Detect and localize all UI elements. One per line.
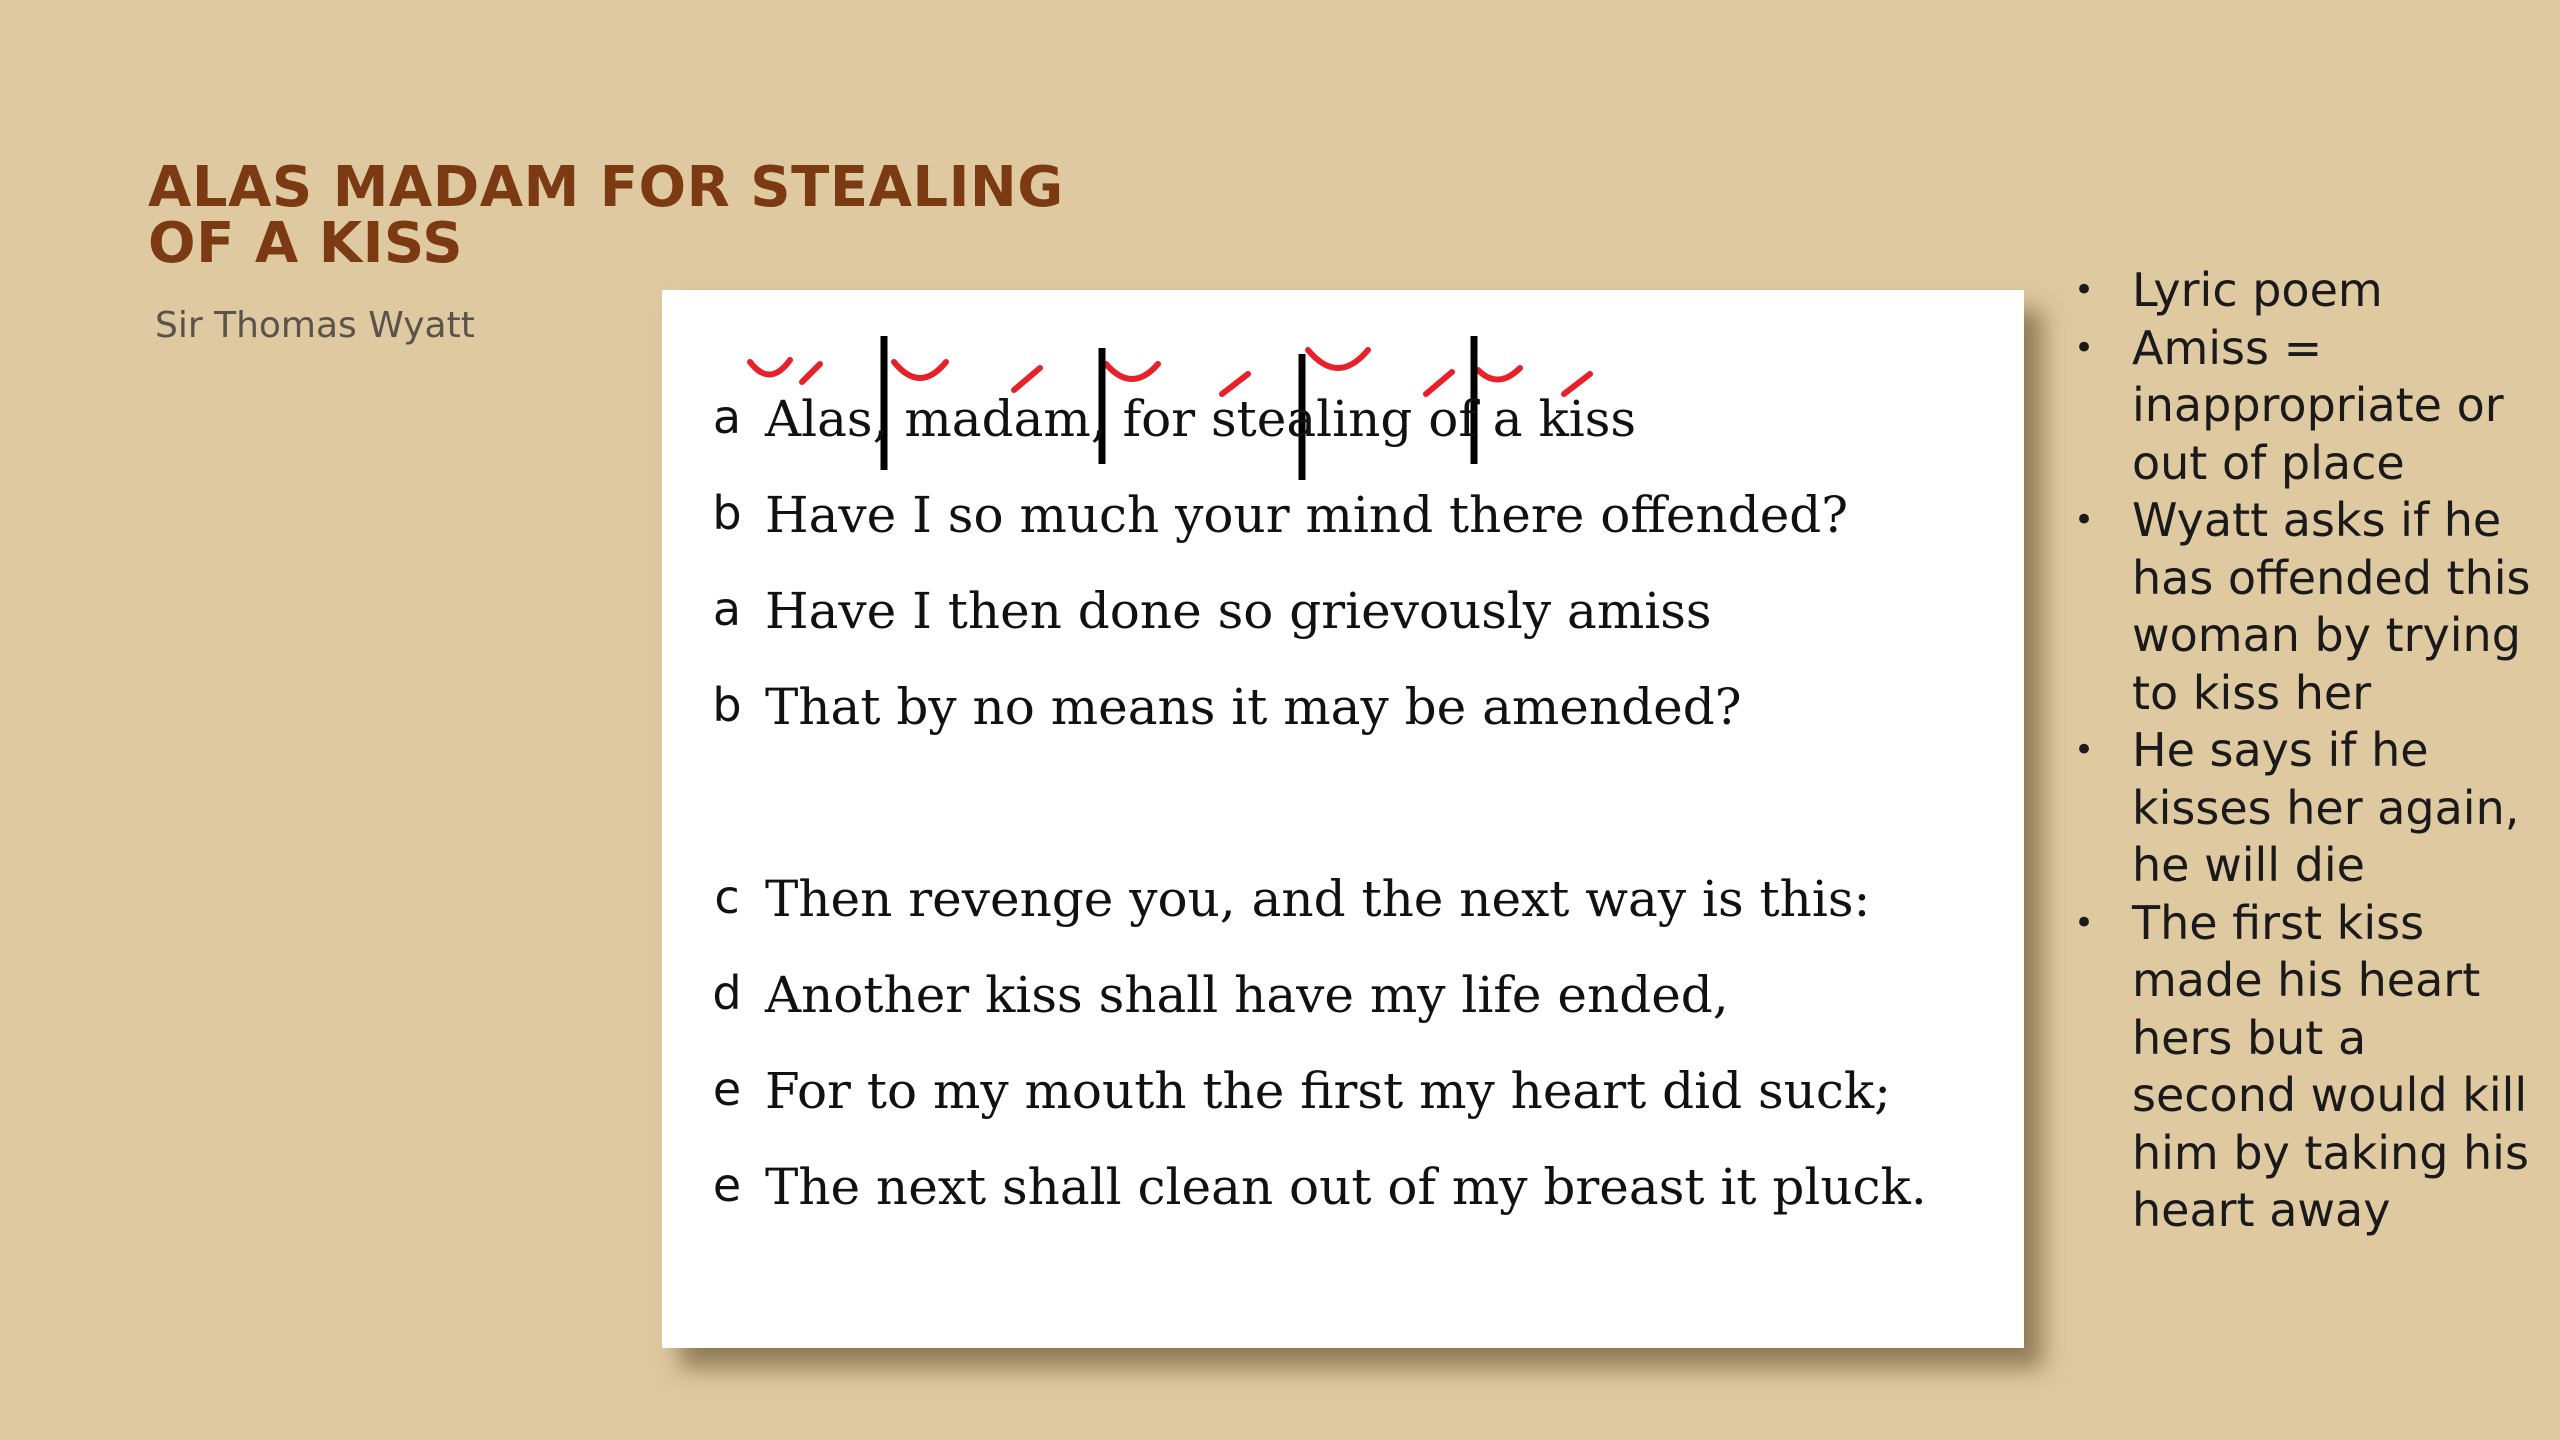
poem-line: [662, 678, 2024, 758]
slide-title: ALAS MADAM FOR STEALING OF A KISS: [148, 155, 1064, 276]
verse-text: Have I so much your mind there offended?: [765, 486, 1849, 544]
notes-item-text: Wyatt asks if he has offended this woman by trying to kiss her: [2132, 493, 2531, 720]
poem-line: [662, 1158, 2024, 1238]
breve-mark: [1106, 364, 1158, 379]
poem-line: [662, 1062, 2024, 1142]
notes-item-text: Lyric poem: [2132, 263, 2383, 317]
verse-text: Alas, madam, for stealing of a kiss: [765, 390, 1637, 448]
rhyme-letter: c: [714, 870, 740, 924]
verse-text: That by no means it may be amended?: [765, 678, 1742, 736]
breve-mark: [894, 362, 946, 378]
notes-item: [2068, 722, 2538, 895]
verse-text: For to my mouth the first my heart did suck;: [765, 1062, 1892, 1120]
notes-item-text: The first kiss made his heart hers but a second would kill him by taking his heart away: [2132, 895, 2529, 1237]
verse-text: Another kiss shall have my life ended,: [765, 966, 1729, 1024]
bullet-icon: •: [2074, 327, 2095, 368]
bullet-icon: •: [2074, 500, 2095, 540]
notes-item-text: He says if he kisses her again, he will die: [2132, 723, 2520, 892]
breve-mark: [1478, 368, 1520, 380]
poem-line: [662, 486, 2024, 566]
notes-list: [2068, 262, 2538, 1240]
notes-item: [2068, 320, 2538, 493]
verse-text: Then revenge you, and the next way is this:: [765, 870, 1871, 928]
ictus-mark: [802, 364, 820, 382]
rhyme-letter: a: [712, 582, 742, 636]
poem-line: [662, 966, 2024, 1046]
rhyme-letter: e: [712, 1158, 742, 1212]
rhyme-letter: e: [712, 1062, 742, 1116]
rhyme-letter: b: [712, 486, 742, 540]
rhyme-letter: a: [712, 390, 742, 444]
stress-marks: [750, 350, 1590, 394]
notes-item: [2068, 895, 2538, 1240]
breve-mark: [1308, 350, 1368, 368]
verse-text: Have I then done so grievously amiss: [765, 582, 1712, 640]
notes-item: [2068, 262, 2538, 320]
poem-line: [662, 390, 2024, 470]
rhyme-letter: d: [712, 966, 742, 1020]
bullet-icon: •: [2074, 270, 2095, 310]
poem-image: [662, 290, 2024, 1348]
ictus-mark: [1014, 368, 1040, 390]
slide-subtitle: Sir Thomas Wyatt: [155, 305, 475, 346]
poem-line: [662, 582, 2024, 662]
verse-text: The next shall clean out of my breast it pluck.: [765, 1158, 1927, 1216]
poem-line: [662, 870, 2024, 950]
bullet-icon: •: [2074, 902, 2095, 943]
rhyme-letter: b: [712, 678, 742, 732]
notes-item-text: Amiss = inappropriate or out of place: [2132, 320, 2504, 490]
notes-item: [2068, 492, 2538, 722]
breve-mark: [750, 360, 790, 375]
bullet-icon: •: [2074, 730, 2095, 770]
